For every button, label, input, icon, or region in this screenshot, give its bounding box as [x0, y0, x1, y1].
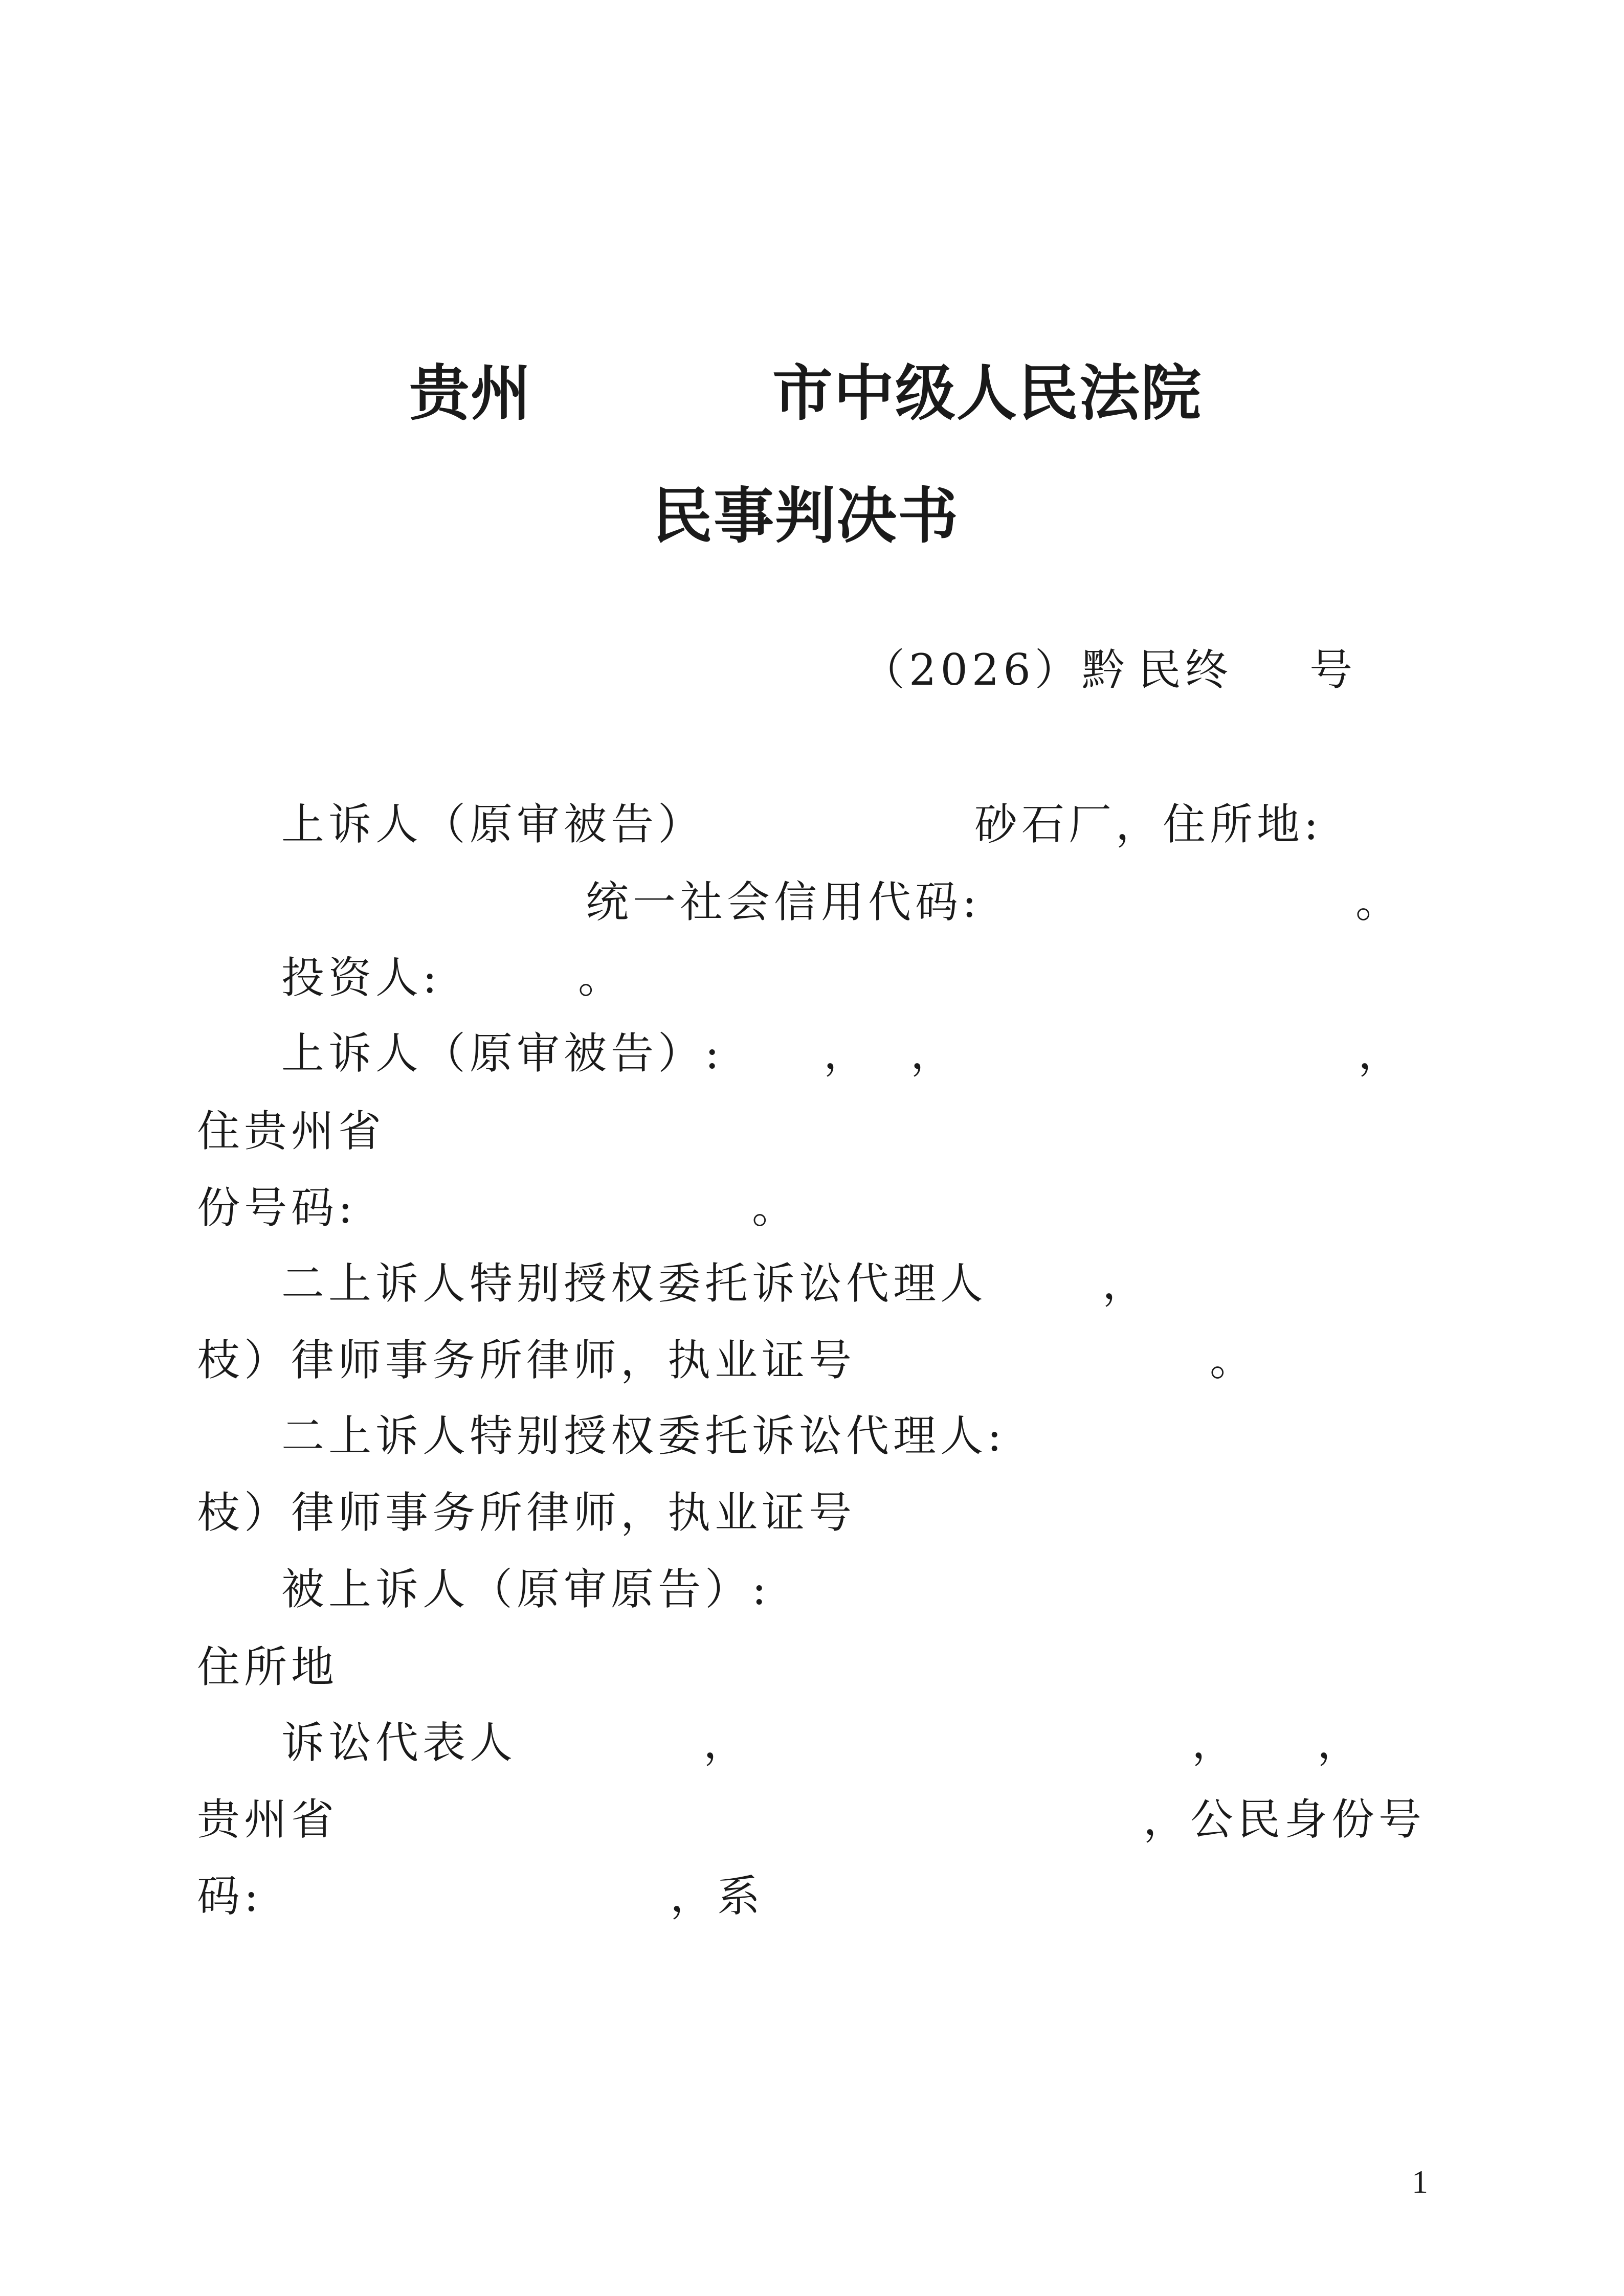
representative-comma-1: ，	[703, 1718, 751, 1768]
court-name-left: 贵州	[409, 358, 532, 429]
page-number: 1	[1412, 2164, 1428, 2200]
appellant2-id-label: 份号码:	[197, 1183, 357, 1233]
representative-comma-3: ，	[1317, 1718, 1365, 1768]
agent2-law-firm: 枝）律师事务所律师，执业证号	[197, 1488, 856, 1538]
court-name-right: 市中级人民法院	[772, 358, 1203, 429]
agent2-label: 二上诉人特别授权委托诉讼代理人:	[281, 1411, 1006, 1461]
document-type-title: 民事判决书	[652, 481, 960, 551]
representative-id-label-cont: 码:	[197, 1871, 263, 1921]
agent1-end: 。	[1210, 1335, 1257, 1385]
appellant2-address: 住贵州省	[197, 1106, 386, 1156]
appellant2-comma-2: ，	[910, 1028, 958, 1078]
credit-code-label: 统一社会信用代码:	[586, 877, 981, 927]
appellant2-id-end: 。	[752, 1183, 799, 1233]
investor-label: 投资人:	[281, 953, 441, 1003]
appellant1-name-suffix: 砂石厂，住所地:	[974, 799, 1323, 849]
representative-address: 贵州省	[197, 1794, 339, 1844]
appellant2-comma-3: ，	[1358, 1028, 1406, 1078]
agent1-law-firm: 枝）律师事务所律师，执业证号	[197, 1335, 856, 1385]
agent1-comma: ，	[1102, 1258, 1150, 1309]
appellant2-comma-1: ，	[824, 1028, 871, 1078]
representative-label: 诉讼代表人	[281, 1718, 517, 1768]
case-number-mid: 民终	[1138, 645, 1233, 695]
appellant1-label: 上诉人（原审被告）	[281, 799, 705, 849]
investor-end: 。	[578, 953, 626, 1003]
representative-comma-2: ，	[1192, 1718, 1239, 1768]
appellant2-label: 上诉人（原审被告）:	[281, 1028, 724, 1078]
case-number-prefix: （2026）黔	[862, 645, 1129, 695]
representative-id-label: ，公民身份号	[1143, 1794, 1426, 1844]
agent1-label: 二上诉人特别授权委托诉讼代理人	[281, 1258, 988, 1309]
appellee-label: 被上诉人（原审原告）:	[281, 1564, 771, 1614]
case-number-suffix: 号	[1309, 645, 1357, 695]
credit-code-end: 。	[1355, 877, 1403, 927]
representative-tail: ，系	[670, 1871, 765, 1921]
appellee-address: 住所地	[197, 1642, 339, 1692]
